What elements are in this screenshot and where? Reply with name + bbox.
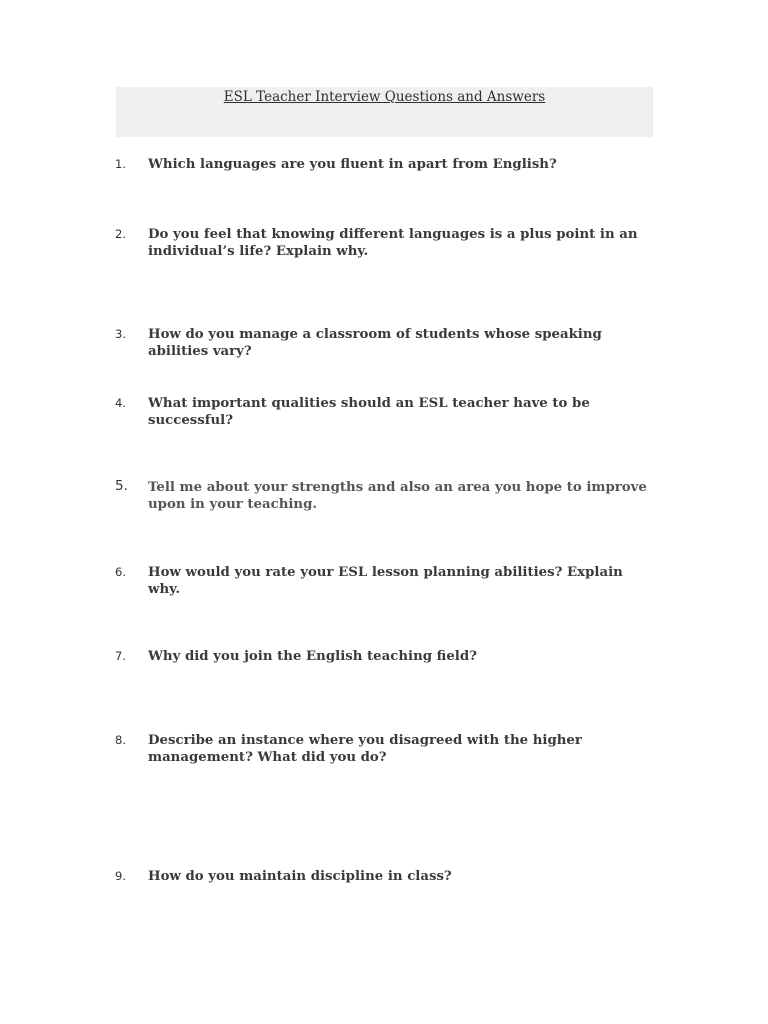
question-text: Tell me about your strengths and also an area you hope to improve upon in your teaching.: [148, 480, 647, 512]
question-text: Do you feel that knowing different languages is a plus point in an individual’s life? Explain why.: [148, 227, 638, 259]
question-text: Why did you join the English teaching field?: [148, 649, 477, 664]
question-text: How do you manage a classroom of students whose speaking abilities vary?: [148, 327, 602, 359]
question-number: 9.: [115, 869, 126, 883]
question-text: Which languages are you fluent in apart from English?: [148, 157, 557, 172]
question-text: How would you rate your ESL lesson planning abilities? Explain why.: [148, 565, 623, 597]
question-number: 7.: [115, 649, 126, 663]
document-title: ESL Teacher Interview Questions and Answers: [223, 89, 546, 105]
question-number: 1.: [115, 157, 126, 171]
question-number: 4.: [115, 396, 126, 410]
question-number: 8.: [115, 733, 126, 747]
question-text: How do you maintain discipline in class?: [148, 869, 452, 884]
title-band: [116, 87, 653, 137]
question-text: Describe an instance where you disagreed with the higher management? What did you do?: [148, 733, 582, 765]
question-number: 2.: [115, 227, 126, 241]
question-text: What important qualities should an ESL teacher have to be successful?: [148, 396, 590, 428]
question-number: 5.: [115, 478, 128, 494]
question-number: 3.: [115, 327, 126, 341]
question-number: 6.: [115, 565, 126, 579]
